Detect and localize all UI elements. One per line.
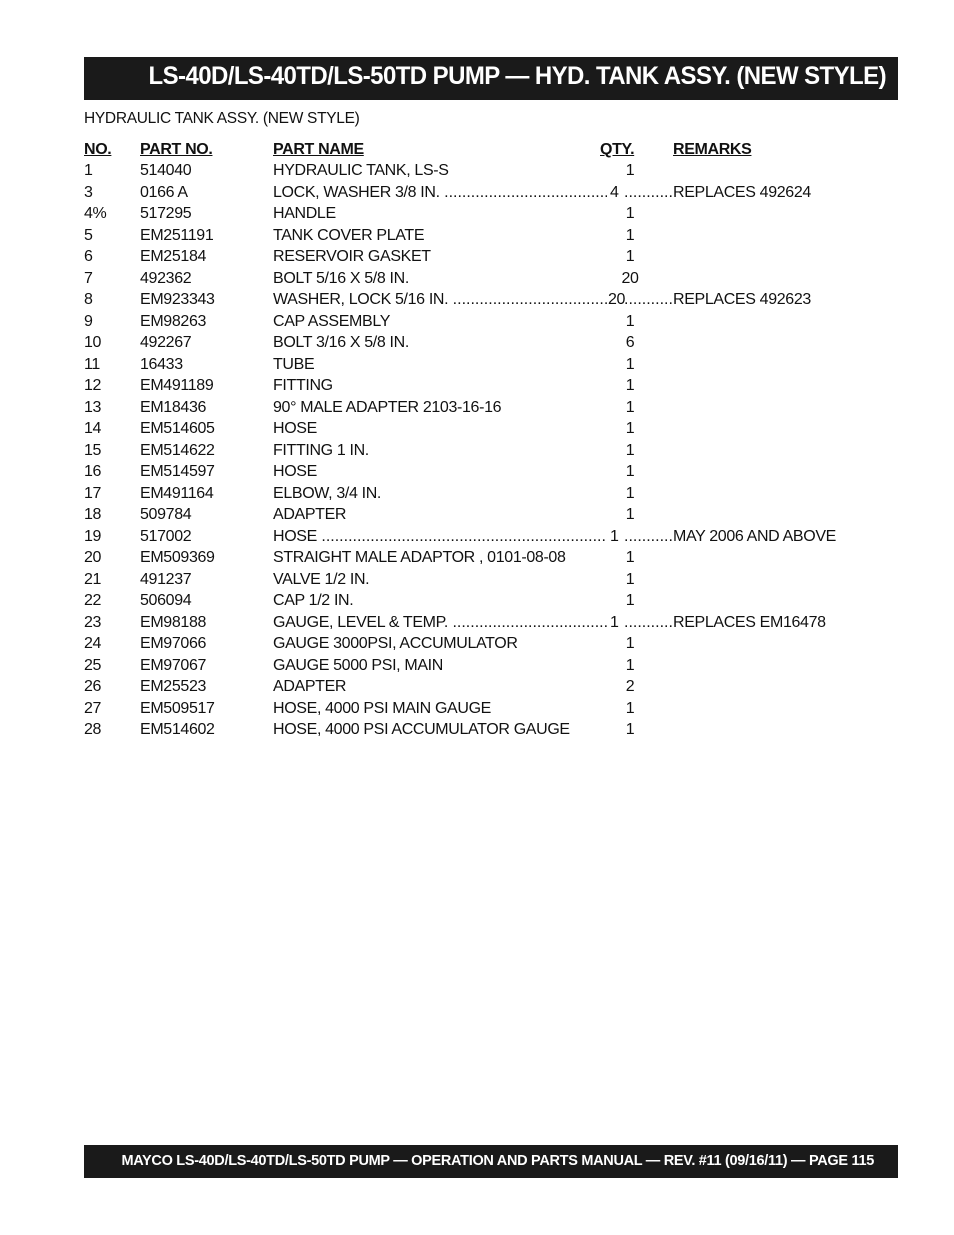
cell-part-no: EM514602 <box>140 721 215 738</box>
cell-part-name: HOSE, 4000 PSI ACCUMULATOR GAUGE <box>273 721 570 738</box>
cell-part-name: HOSE <box>273 463 317 480</box>
cell-part-name: TUBE <box>273 355 315 373</box>
cell-part-no: 0166 A <box>140 183 188 201</box>
cell-qty: 1 <box>625 205 635 222</box>
cell-part-no: 506094 <box>140 592 192 609</box>
cell-qty: 1 <box>625 592 635 609</box>
cell-no: 24 <box>84 635 102 652</box>
cell-qty: 1 <box>625 441 635 459</box>
cell-no: 20 <box>84 549 102 566</box>
cell-qty: 4 <box>610 183 619 201</box>
cell-no: 26 <box>84 678 102 695</box>
cell-qty: 20 <box>621 269 639 287</box>
cell-part-name: GAUGE 3000PSI, ACCUMULATOR <box>273 635 518 652</box>
cell-no: 8 <box>84 291 93 308</box>
cell-part-no: EM514605 <box>140 420 215 437</box>
cell-qty: 1 <box>625 420 635 437</box>
cell-part-no: EM514622 <box>140 441 215 459</box>
leader-dots <box>624 528 672 546</box>
cell-no: 13 <box>84 398 102 416</box>
cell-qty: 1 <box>625 162 635 179</box>
cell-no: 22 <box>84 592 102 609</box>
cell-part-name: HOSE, 4000 PSI MAIN GAUGE <box>273 699 491 717</box>
table-row <box>84 269 864 291</box>
cell-qty: 1 <box>625 484 635 502</box>
cell-part-name: GAUGE 5000 PSI, MAIN <box>273 656 443 674</box>
cell-part-name: BOLT 3/16 X 5/8 IN. <box>273 334 409 351</box>
cell-no: 6 <box>84 248 93 265</box>
cell-no: 16 <box>84 463 102 480</box>
cell-part-no: 491237 <box>140 570 192 588</box>
cell-part-no: EM491164 <box>140 484 214 502</box>
cell-part-no: 514040 <box>140 162 192 179</box>
table-row <box>84 204 864 226</box>
table-row <box>84 290 864 312</box>
cell-qty: 20 <box>608 291 626 308</box>
cell-part-no: EM98263 <box>140 312 207 330</box>
cell-part-no: EM509517 <box>140 699 215 717</box>
cell-part-no: 517002 <box>140 527 192 545</box>
table-row <box>84 656 864 678</box>
footer-bar <box>84 1145 898 1178</box>
cell-part-name: FITTING 1 IN. <box>273 441 369 459</box>
table-row <box>84 312 864 334</box>
cell-no: 7 <box>84 269 93 287</box>
table-body <box>84 161 864 742</box>
cell-no: 3 <box>84 183 93 201</box>
cell-no: 28 <box>84 721 102 738</box>
col-header-remarks: REMARKS <box>673 141 752 158</box>
cell-qty: 1 <box>625 549 635 566</box>
table-row <box>84 398 864 420</box>
table-row <box>84 183 864 205</box>
cell-qty: 1 <box>625 248 635 265</box>
cell-part-no: EM18436 <box>140 398 207 416</box>
cell-qty: 1 <box>625 226 635 244</box>
cell-part-name: ADAPTER <box>273 678 347 695</box>
col-header-part-name: PART NAME <box>273 141 364 158</box>
table-row <box>84 484 864 506</box>
table-row <box>84 699 864 721</box>
cell-no: 17 <box>84 484 102 502</box>
cell-part-name: FITTING <box>273 377 333 394</box>
cell-qty: 1 <box>625 398 635 416</box>
col-header-no: NO. <box>84 141 112 158</box>
cell-part-name: HOSE <box>273 420 317 437</box>
cell-part-no: EM25184 <box>140 248 207 265</box>
cell-no: 19 <box>84 527 102 545</box>
cell-qty: 1 <box>625 721 635 738</box>
cell-part-no: EM25523 <box>140 678 207 695</box>
cell-part-name: ADAPTER <box>273 506 347 523</box>
cell-part-no: EM923343 <box>140 291 215 308</box>
table-row <box>84 548 864 570</box>
cell-no: 4% <box>84 205 107 222</box>
cell-part-name: BOLT 5/16 X 5/8 IN. <box>273 269 409 287</box>
cell-part-no: EM97066 <box>140 635 207 652</box>
cell-qty: 1 <box>625 635 635 652</box>
leader-dots <box>624 291 672 309</box>
cell-no: 1 <box>84 162 93 179</box>
table-row <box>84 247 864 269</box>
cell-part-no: 492362 <box>140 269 192 287</box>
cell-part-no: 492267 <box>140 334 192 351</box>
cell-part-name: GAUGE, LEVEL & TEMP. ..... <box>273 614 607 632</box>
leader-dots <box>624 614 672 632</box>
footer-text: MAYCO LS-40D/LS-40TD/LS-50TD PUMP — OPERATION AND PARTS MANUAL — REV. #11 (09/16/11) — PAGE 115 <box>121 1153 874 1169</box>
cell-qty: 1 <box>610 613 619 631</box>
table-row <box>84 634 864 656</box>
cell-part-no: EM98188 <box>140 613 207 631</box>
col-header-part-no: PART NO. <box>140 141 213 158</box>
cell-no: 11 <box>84 355 100 373</box>
cell-no: 21 <box>84 570 102 588</box>
table-row <box>84 720 864 742</box>
leader-dots <box>624 184 672 202</box>
cell-part-name: ELBOW, 3/4 IN. <box>273 484 382 502</box>
cell-no: 5 <box>84 226 93 244</box>
cell-part-name: HANDLE <box>273 205 336 222</box>
cell-part-name: LOCK, WASHER 3/8 IN. ..... <box>273 184 607 202</box>
cell-remarks: REPLACES EM16478 <box>673 613 826 631</box>
cell-part-name: STRAIGHT MALE ADAPTOR , 0101-08-08 <box>273 549 566 566</box>
cell-qty: 6 <box>625 334 635 351</box>
cell-no: 12 <box>84 377 102 394</box>
parts-table <box>84 140 864 742</box>
cell-qty: 1 <box>625 377 635 394</box>
table-row <box>84 419 864 441</box>
table-row <box>84 441 864 463</box>
table-row <box>84 527 864 549</box>
cell-part-name: CAP 1/2 IN. <box>273 592 354 609</box>
table-row <box>84 333 864 355</box>
cell-qty: 1 <box>625 570 635 588</box>
cell-part-name: CAP ASSEMBLY <box>273 312 391 330</box>
table-row <box>84 376 864 398</box>
cell-part-no: EM514597 <box>140 463 215 480</box>
cell-no: 18 <box>84 506 102 523</box>
table-row <box>84 613 864 635</box>
cell-qty: 1 <box>625 506 635 523</box>
cell-part-no: 16433 <box>140 355 183 373</box>
table-row <box>84 677 864 699</box>
table-row <box>84 591 864 613</box>
table-row <box>84 226 864 248</box>
table-header-row <box>84 140 864 161</box>
table-row <box>84 570 864 592</box>
cell-no: 27 <box>84 699 102 717</box>
cell-qty: 1 <box>625 312 635 330</box>
cell-part-no: 517295 <box>140 205 192 222</box>
col-header-qty: QTY. <box>600 141 635 158</box>
page-title-bar <box>84 57 898 100</box>
cell-remarks: REPLACES 492623 <box>673 291 811 308</box>
cell-no: 9 <box>84 312 93 330</box>
cell-part-no: EM509369 <box>140 549 215 566</box>
cell-no: 10 <box>84 334 102 351</box>
cell-part-name: 90° MALE ADAPTER 2103-16-16 <box>273 398 502 416</box>
cell-part-name: WASHER, LOCK 5/16 IN. ..... <box>273 291 607 309</box>
cell-remarks: MAY 2006 AND ABOVE <box>673 527 836 545</box>
cell-part-no: EM97067 <box>140 656 207 674</box>
cell-no: 14 <box>84 420 102 437</box>
table-row <box>84 355 864 377</box>
page-title: LS-40D/LS-40TD/LS-50TD PUMP — HYD. TANK ASSY. (NEW STYLE) <box>148 62 886 90</box>
cell-remarks: REPLACES 492624 <box>673 183 811 201</box>
cell-qty: 1 <box>625 355 635 373</box>
cell-part-no: EM491189 <box>140 377 214 394</box>
cell-qty: 1 <box>625 463 635 480</box>
cell-part-name: HYDRAULIC TANK, LS-S <box>273 162 449 179</box>
table-row <box>84 161 864 183</box>
cell-part-name: RESERVOIR GASKET <box>273 248 431 265</box>
cell-part-no: EM251191 <box>140 226 214 244</box>
cell-qty: 2 <box>625 678 635 695</box>
cell-part-no: 509784 <box>140 506 192 523</box>
cell-no: 23 <box>84 613 102 631</box>
cell-qty: 1 <box>610 527 619 545</box>
cell-qty: 1 <box>625 699 635 717</box>
cell-part-name: TANK COVER PLATE <box>273 226 425 244</box>
table-row <box>84 505 864 527</box>
cell-part-name: HOSE ..... <box>273 528 607 546</box>
cell-no: 25 <box>84 656 102 674</box>
section-subtitle: HYDRAULIC TANK ASSY. (NEW STYLE) <box>84 110 360 127</box>
cell-part-name: VALVE 1/2 IN. <box>273 570 370 588</box>
table-row <box>84 462 864 484</box>
cell-no: 15 <box>84 441 102 459</box>
cell-qty: 1 <box>625 656 635 674</box>
